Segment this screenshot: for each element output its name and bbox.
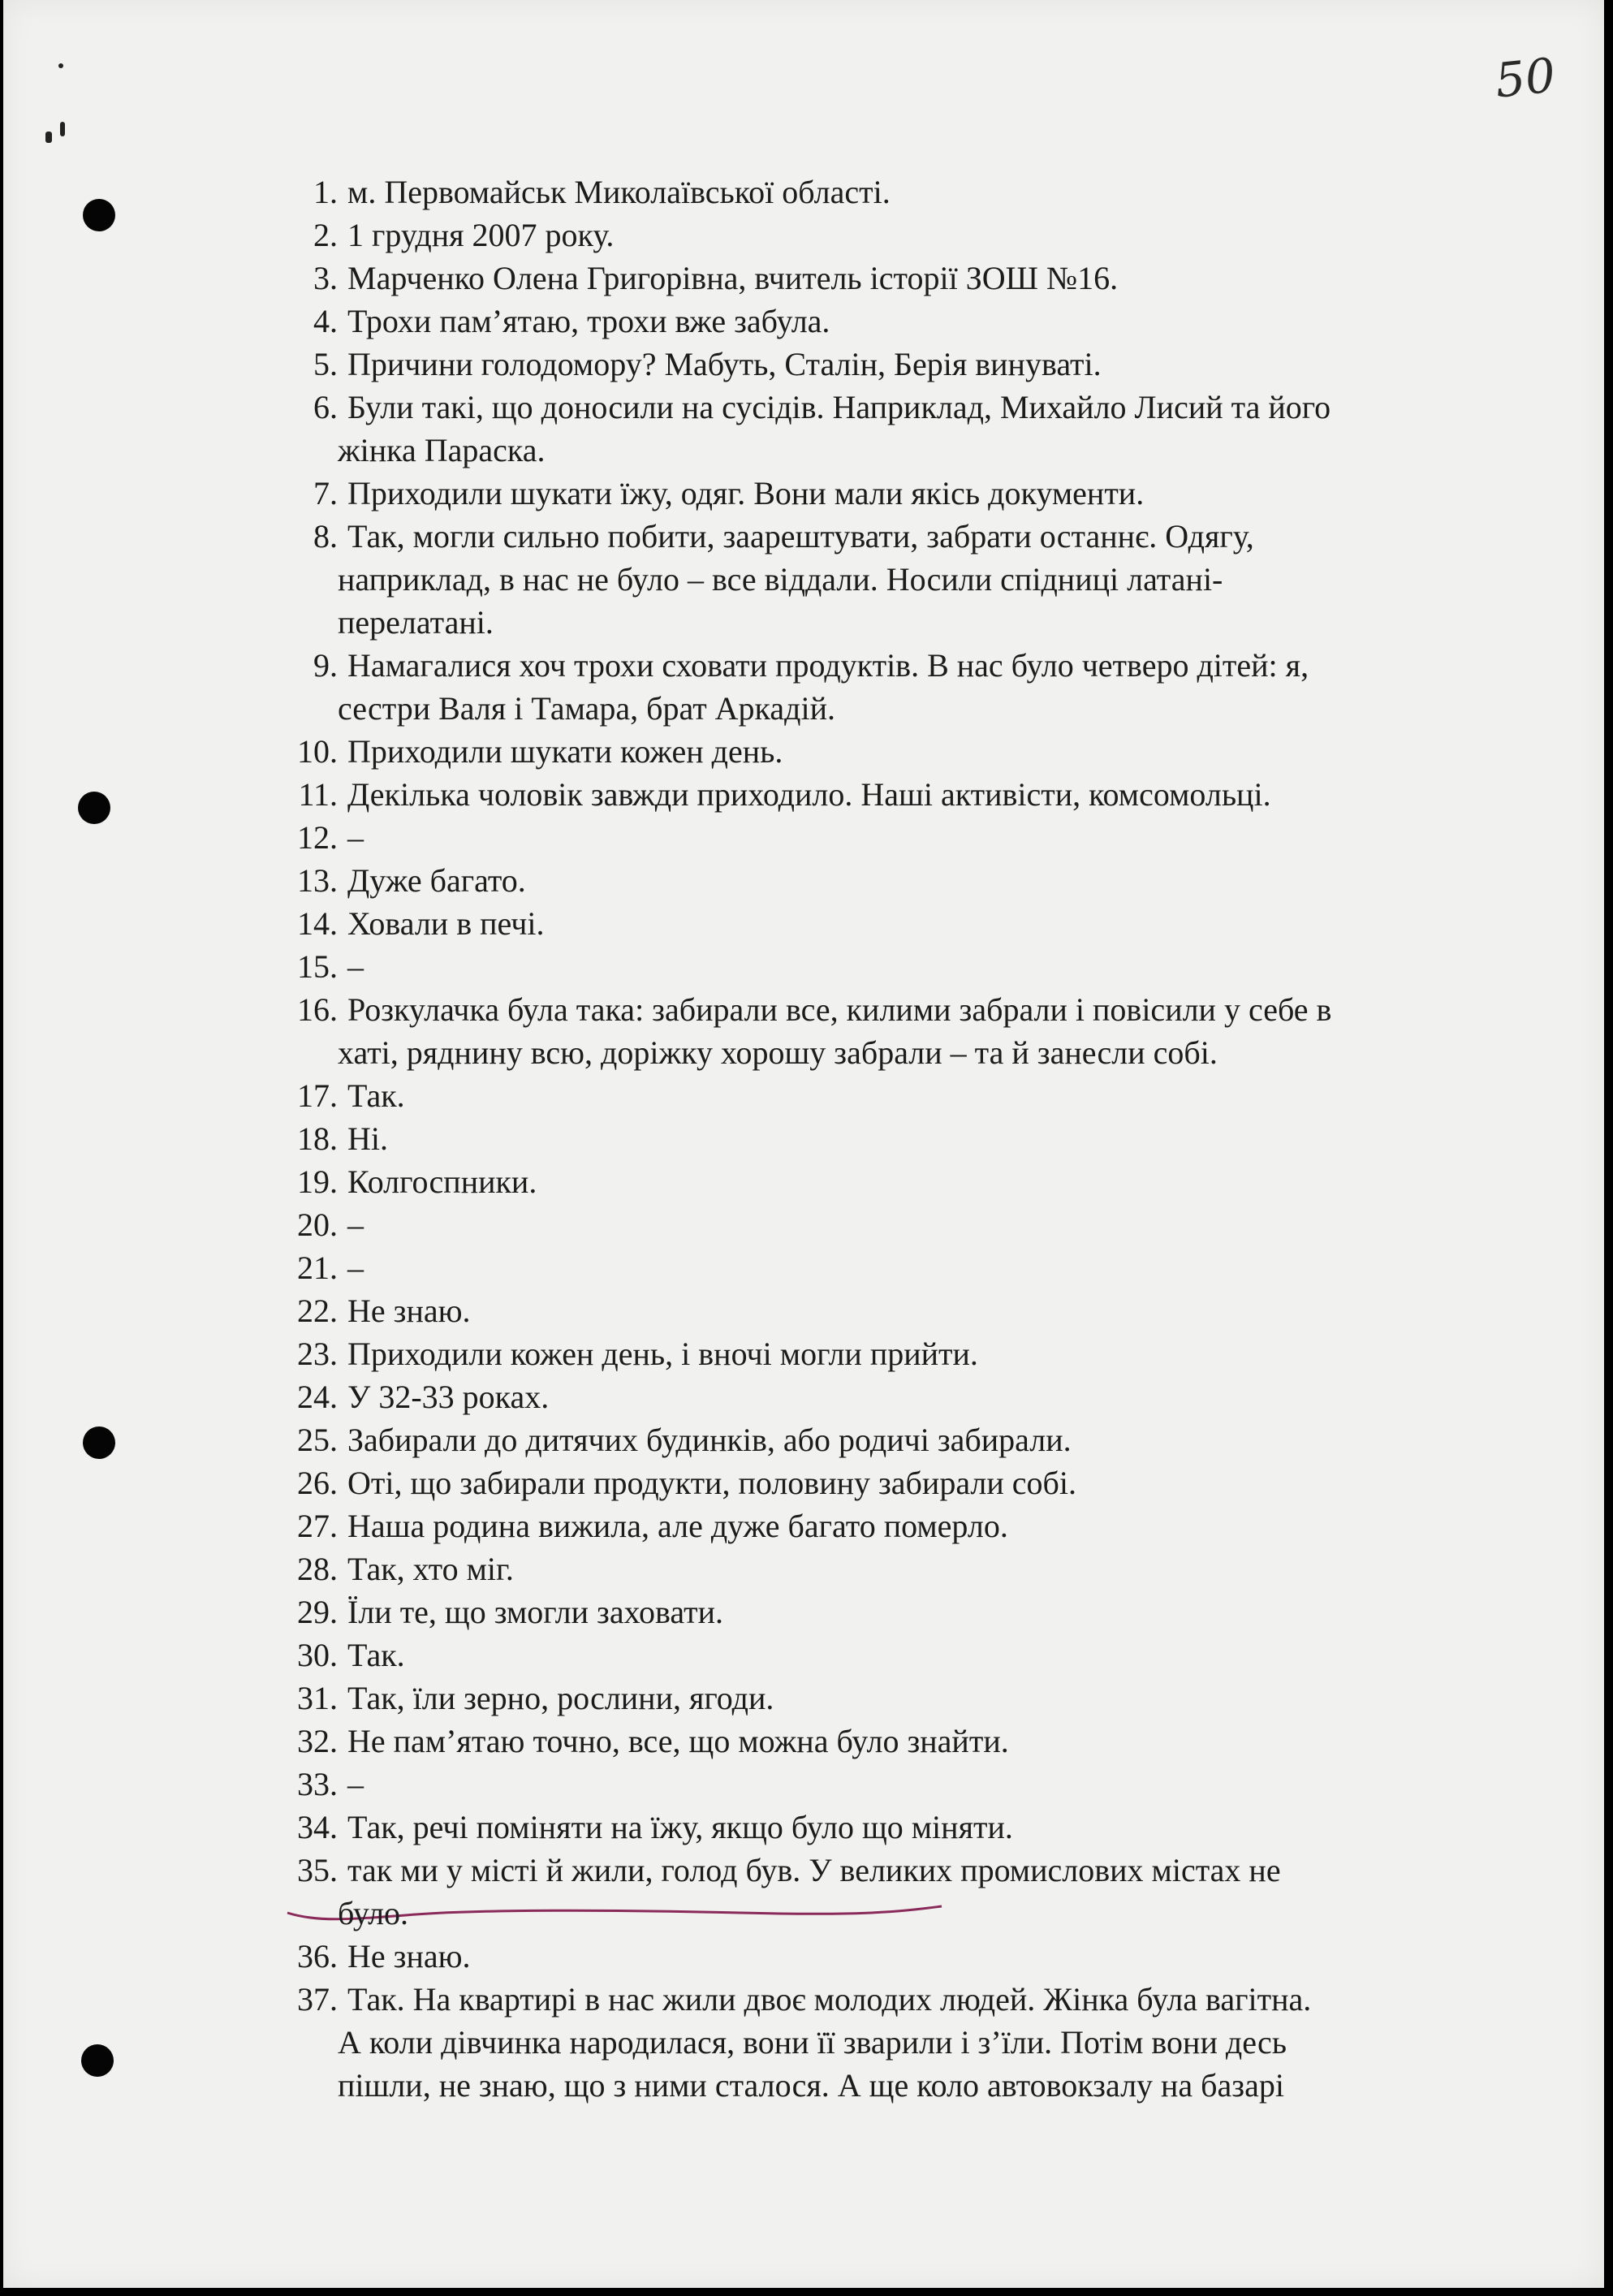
item-text: пішли, не знаю, що з ними сталося. А ще коло автовокзалу на базарі [338, 2067, 1284, 2104]
staple-mark [60, 122, 65, 136]
item-number: 1. [313, 174, 338, 210]
item-number: 31. [297, 1680, 338, 1716]
list-item [286, 730, 1499, 773]
list-item [286, 472, 1499, 515]
item-text: Оті, що забирали продукти, половину забирали собі. [347, 1465, 1077, 1501]
item-text: – [347, 948, 364, 985]
list-item [286, 859, 1499, 902]
item-number: 21. [297, 1249, 338, 1286]
item-text: Дуже багато. [347, 862, 526, 899]
item-number: 4. [313, 303, 338, 339]
item-text: Так, речі поміняти на їжу, якщо було що міняти. [347, 1809, 1013, 1845]
list-item [286, 1117, 1499, 1160]
item-text: жінка Параска. [338, 432, 546, 468]
list-item [286, 1763, 1499, 1806]
item-number: 7. [313, 475, 338, 511]
list-item [286, 1203, 1499, 1246]
document-page [3, 0, 1604, 2288]
item-number: 12. [297, 819, 338, 856]
item-text: м. Первомайськ Миколаївської області. [347, 174, 891, 210]
punch-hole-4 [81, 2044, 114, 2077]
item-number: 10. [297, 733, 338, 770]
item-number: 6. [313, 389, 338, 425]
staple-mark [58, 63, 63, 68]
item-number: 5. [313, 346, 338, 382]
list-item [286, 515, 1499, 558]
punch-hole-1 [83, 199, 115, 231]
list-item [286, 386, 1499, 429]
item-number: 24. [297, 1379, 338, 1415]
list-item [286, 1849, 1499, 1892]
list-item [286, 1806, 1499, 1849]
item-number: 16. [297, 991, 338, 1028]
item-text: Ні. [347, 1120, 388, 1157]
list-item [286, 1461, 1499, 1504]
item-text: – [347, 819, 364, 856]
handwritten-page-number: 50 [1492, 47, 1559, 109]
list-item [286, 687, 1499, 730]
list-item [286, 214, 1499, 257]
item-number: 8. [313, 518, 338, 555]
list-item [286, 558, 1499, 601]
list-item [286, 429, 1499, 472]
item-number: 34. [297, 1809, 338, 1845]
item-text: Так. На квартирі в нас жили двоє молодих людей. Жінка була вагітна. [347, 1981, 1312, 2018]
item-number: 30. [297, 1637, 338, 1673]
item-text: Не знаю. [347, 1293, 471, 1329]
item-number: 3. [313, 260, 338, 296]
item-text: Були такі, що доносили на сусідів. Наприклад, Михайло Лисий та його [347, 389, 1331, 425]
list-item [286, 1935, 1499, 1978]
list-item [286, 1289, 1499, 1332]
list-item [286, 1332, 1499, 1375]
list-item [286, 1418, 1499, 1461]
list-item [286, 988, 1499, 1031]
item-number: 28. [297, 1551, 338, 1587]
item-text: Приходили шукати їжу, одяг. Вони мали якісь документи. [347, 475, 1145, 511]
item-text: Приходили шукати кожен день. [347, 733, 783, 770]
item-number: 18. [297, 1120, 338, 1157]
item-number: 23. [297, 1336, 338, 1372]
item-number: 13. [297, 862, 338, 899]
item-text: Розкулачка була така: забирали все, килими забрали і повісили у себе в [347, 991, 1332, 1028]
list-item [286, 601, 1499, 644]
item-number: 27. [297, 1508, 338, 1544]
item-text: Ховали в печі. [347, 905, 545, 942]
item-number: 17. [297, 1077, 338, 1114]
item-text: Не знаю. [347, 1938, 471, 1974]
list-item [286, 1892, 1499, 1935]
list-item [286, 1720, 1499, 1763]
item-text: сестри Валя і Тамара, брат Аркадій. [338, 690, 836, 727]
item-text: Так, їли зерно, рослини, ягоди. [347, 1680, 774, 1716]
item-number: 26. [297, 1465, 338, 1501]
list-item [286, 1246, 1499, 1289]
item-text: Так, могли сильно побити, заарештувати, забрати останнє. Одягу, [347, 518, 1254, 555]
item-text: так ми у місті й жили, голод був. У великих промислових містах не [347, 1852, 1281, 1888]
list-item [286, 1590, 1499, 1634]
list-item [286, 2021, 1499, 2064]
item-number: 15. [297, 948, 338, 985]
staple-mark [45, 132, 52, 143]
item-text: 1 грудня 2007 року. [347, 217, 615, 253]
list-item [286, 1677, 1499, 1720]
punch-hole-2 [78, 792, 110, 824]
list-item [286, 816, 1499, 859]
item-text: перелатані. [338, 604, 494, 641]
item-number: 33. [297, 1766, 338, 1802]
item-text: Намагалися хоч трохи сховати продуктів. В нас було четверо дітей: я, [347, 647, 1309, 684]
item-number: 22. [297, 1293, 338, 1329]
item-text: А коли дівчинка народилася, вони її зварили і з’їли. Потім вони десь [338, 2024, 1287, 2061]
item-number: 29. [297, 1594, 338, 1630]
item-text: Наша родина вижила, але дуже багато померло. [347, 1508, 1008, 1544]
list-item [286, 644, 1499, 687]
item-text: – [347, 1249, 364, 1286]
list-item [286, 1375, 1499, 1418]
item-number: 37. [297, 1981, 338, 2018]
item-text: Декілька чоловік завжди приходило. Наші активісти, комсомольці. [347, 776, 1271, 813]
list-item [286, 1547, 1499, 1590]
item-text: було. [338, 1895, 409, 1931]
item-text: Їли те, що змогли заховати. [347, 1594, 724, 1630]
item-text: – [347, 1206, 364, 1243]
item-text: Марченко Олена Григорівна, вчитель історії ЗОШ №16. [347, 260, 1119, 296]
item-text: – [347, 1766, 364, 1802]
item-number: 35. [297, 1852, 338, 1888]
item-number: 20. [297, 1206, 338, 1243]
list-item [286, 257, 1499, 300]
answer-list [286, 170, 1499, 2107]
item-text: Так, хто міг. [347, 1551, 514, 1587]
list-item [286, 1634, 1499, 1677]
list-item [286, 300, 1499, 343]
item-number: 11. [298, 776, 338, 813]
list-item [286, 170, 1499, 214]
item-text: Трохи пам’ятаю, трохи вже забула. [347, 303, 830, 339]
list-item [286, 1074, 1499, 1117]
item-number: 36. [297, 1938, 338, 1974]
item-number: 14. [297, 905, 338, 942]
item-number: 32. [297, 1723, 338, 1759]
list-item [286, 1160, 1499, 1203]
item-text: Приходили кожен день, і вночі могли прийти. [347, 1336, 978, 1372]
list-item [286, 2064, 1499, 2107]
item-text: Так. [347, 1637, 405, 1673]
item-text: Так. [347, 1077, 405, 1114]
list-item [286, 902, 1499, 945]
punch-hole-3 [83, 1426, 115, 1459]
item-text: Колгоспники. [347, 1163, 537, 1200]
item-text: Причини голодомору? Мабуть, Сталін, Берія винуваті. [347, 346, 1102, 382]
item-number: 25. [297, 1422, 338, 1458]
list-item [286, 945, 1499, 988]
item-text: Забирали до дитячих будинків, або родичі забирали. [347, 1422, 1072, 1458]
list-item [286, 773, 1499, 816]
list-item [286, 343, 1499, 386]
item-text: У 32-33 роках. [347, 1379, 550, 1415]
list-item [286, 1978, 1499, 2021]
list-item [286, 1504, 1499, 1547]
item-number: 19. [297, 1163, 338, 1200]
item-text: хаті, ряднину всю, доріжку хорошу забрали – та й занесли собі. [338, 1034, 1218, 1071]
item-number: 9. [313, 647, 338, 684]
item-text: наприклад, в нас не було – все віддали. Носили спідниці латані- [338, 561, 1223, 598]
list-item [286, 1031, 1499, 1074]
item-text: Не пам’ятаю точно, все, що можна було знайти. [347, 1723, 1009, 1759]
item-number: 2. [313, 217, 338, 253]
